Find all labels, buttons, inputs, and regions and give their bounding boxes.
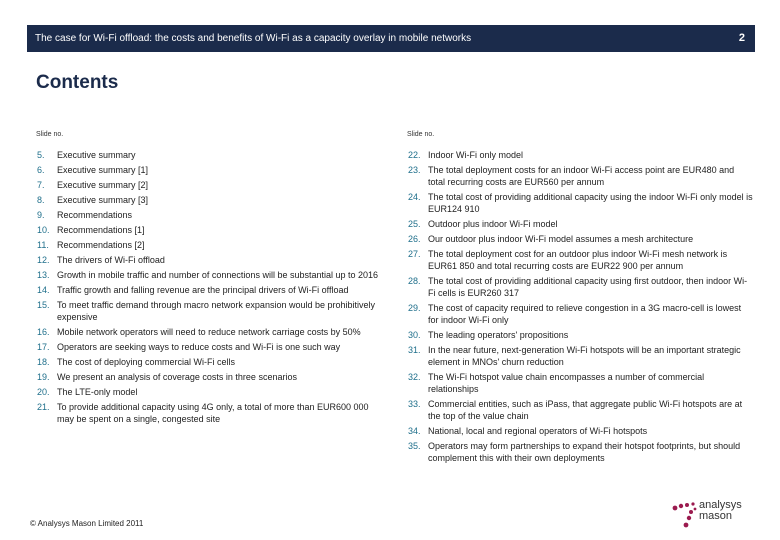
contents-item[interactable] (37, 239, 380, 251)
contents-item[interactable] (408, 248, 753, 272)
slide-title: Executive summary [2] (57, 180, 149, 190)
contents-item[interactable] (37, 209, 380, 221)
slide-title: Operators may form partnerships to expand their hotspot footprints, but should complement this with their own deployments (428, 441, 741, 463)
contents-item[interactable] (408, 149, 753, 161)
slide-title: The Wi-Fi hotspot value chain encompasses a number of commercial relationships (428, 372, 705, 394)
slide-number: 33. (408, 399, 421, 409)
contents-item[interactable] (408, 425, 753, 437)
contents-item[interactable] (37, 194, 380, 206)
slide-number: 24. (408, 192, 421, 202)
header-bar (27, 25, 755, 52)
logo-line1: analysys (699, 499, 742, 511)
contents-item[interactable] (408, 440, 753, 464)
slide-title: Traffic growth and falling revenue are the principal drivers of Wi-Fi offload (57, 285, 349, 295)
logo-dots-icon (672, 500, 698, 532)
contents-item[interactable] (408, 344, 753, 368)
slide-number: 8. (37, 195, 45, 205)
document-title: The case for Wi-Fi offload: the costs and benefits of Wi-Fi as a capacity overlay in mobile networks (35, 33, 472, 44)
contents-item[interactable] (37, 254, 380, 266)
slide-number: 22. (408, 150, 421, 160)
slide-title: Indoor Wi-Fi only model (428, 150, 524, 160)
contents-item[interactable] (408, 164, 753, 188)
contents-item[interactable] (37, 284, 380, 296)
contents-item[interactable] (37, 326, 380, 338)
page-title: Contents (36, 72, 119, 93)
contents-item[interactable] (408, 302, 753, 326)
slide-number: 16. (37, 327, 50, 337)
slide-title: Mobile network operators will need to reduce network carriage costs by 50% (57, 327, 361, 337)
slide-number: 28. (408, 276, 421, 286)
slide-number: 14. (37, 285, 50, 295)
slide-no-label-left: Slide no. (36, 131, 64, 138)
slide-number: 7. (37, 180, 45, 190)
contents-list-left (37, 149, 380, 428)
slide-title: Commercial entities, such as iPass, that aggregate public Wi-Fi hotspots are at the top of the value chain (428, 399, 743, 421)
slide-title: The total deployment cost for an outdoor plus indoor Wi-Fi mesh network is EUR61 850 and total recurring costs are EUR22 900 per annum (428, 249, 728, 271)
contents-item[interactable] (37, 371, 380, 383)
slide-title: Executive summary [3] (57, 195, 149, 205)
slide-title: Growth in mobile traffic and number of connections will be substantial up to 2016 (57, 270, 379, 280)
contents-list-right (408, 149, 753, 467)
logo-text (699, 500, 742, 522)
contents-item[interactable] (37, 179, 380, 191)
slide-title: The cost of capacity required to relieve congestion in a 3G macro-cell is lowest for indoor Wi-Fi only (428, 303, 742, 325)
slide-title: The drivers of Wi-Fi offload (57, 255, 165, 265)
logo-line2: mason (699, 510, 733, 522)
contents-item[interactable] (408, 233, 753, 245)
contents-item[interactable] (408, 218, 753, 230)
slide-number: 31. (408, 345, 421, 355)
slide-number: 11. (37, 240, 49, 250)
slide-number: 13. (37, 270, 50, 280)
slide-number: 20. (37, 387, 50, 397)
slide-number: 6. (37, 165, 45, 175)
slide-title: The leading operators' propositions (428, 330, 569, 340)
slide-title: Recommendations (57, 210, 133, 220)
slide-number: 29. (408, 303, 421, 313)
slide-number: 18. (37, 357, 50, 367)
slide-title: The total deployment costs for an indoor Wi-Fi access point are EUR480 and total recurring costs are EUR560 per annum (428, 165, 735, 187)
slide-number: 30. (408, 330, 421, 340)
contents-item[interactable] (408, 275, 753, 299)
slide-title: National, local and regional operators of Wi-Fi hotspots (428, 426, 648, 436)
slide-title: The total cost of providing additional capacity using first outdoor, then indoor Wi-Fi cells is EUR260 317 (428, 276, 748, 298)
page-number: 2 (738, 32, 745, 44)
slide-number: 21. (37, 402, 50, 412)
slide-title: The total cost of providing additional capacity using the indoor Wi-Fi only model is EUR124 910 (428, 192, 753, 214)
slide-number: 10. (37, 225, 50, 235)
contents-item[interactable] (37, 149, 380, 161)
contents-item[interactable] (37, 356, 380, 368)
slide-title: We present an analysis of coverage costs in three scenarios (57, 372, 297, 382)
slide-number: 17. (37, 342, 50, 352)
slide-number: 32. (408, 372, 421, 382)
contents-item[interactable] (37, 269, 380, 281)
slide-title: Executive summary [1] (57, 165, 149, 175)
contents-item[interactable] (37, 224, 380, 236)
contents-item[interactable] (37, 164, 380, 176)
slide-title: Operators are seeking ways to reduce costs and Wi-Fi is one such way (57, 342, 341, 352)
slide-number: 9. (37, 210, 45, 220)
contents-item[interactable] (408, 398, 753, 422)
slide-title: To provide additional capacity using 4G only, a total of more than EUR600 000 may be spent on a single, congested site (57, 402, 369, 424)
slide-number: 15. (37, 300, 50, 310)
slide-number: 5. (37, 150, 45, 160)
slide-number: 23. (408, 165, 421, 175)
slide-title: The LTE-only model (57, 387, 138, 397)
slide-number: 19. (37, 372, 50, 382)
slide-no-label-right: Slide no. (407, 131, 435, 138)
contents-item[interactable] (37, 401, 380, 425)
analysys-mason-logo (672, 500, 762, 532)
slide-number: 12. (37, 255, 50, 265)
slide-number: 25. (408, 219, 421, 229)
slide-title: Executive summary (57, 150, 136, 160)
slide-title: Recommendations [1] (57, 225, 145, 235)
slide-title: The cost of deploying commercial Wi-Fi cells (57, 357, 236, 367)
slide-number: 27. (408, 249, 421, 259)
slide-title: Recommendations [2] (57, 240, 145, 250)
contents-item[interactable] (37, 386, 380, 398)
slide-title: Outdoor plus indoor Wi-Fi model (428, 219, 558, 229)
slide-number: 34. (408, 426, 421, 436)
contents-item[interactable] (37, 341, 380, 353)
contents-item[interactable] (37, 299, 380, 323)
slide-number: 35. (408, 441, 421, 451)
contents-item[interactable] (408, 191, 753, 215)
slide-title: To meet traffic demand through macro network expansion would be prohibitively expensive (57, 300, 376, 322)
copyright-footer: © Analysys Mason Limited 2011 (30, 519, 144, 528)
slide-title: Our outdoor plus indoor Wi-Fi model assumes a mesh architecture (428, 234, 694, 244)
slide-title: In the near future, next-generation Wi-Fi hotspots will be an important strategic element in MNOs' churn reduction (428, 345, 741, 367)
contents-item[interactable] (408, 371, 753, 395)
slide-number: 26. (408, 234, 421, 244)
contents-item[interactable] (408, 329, 753, 341)
